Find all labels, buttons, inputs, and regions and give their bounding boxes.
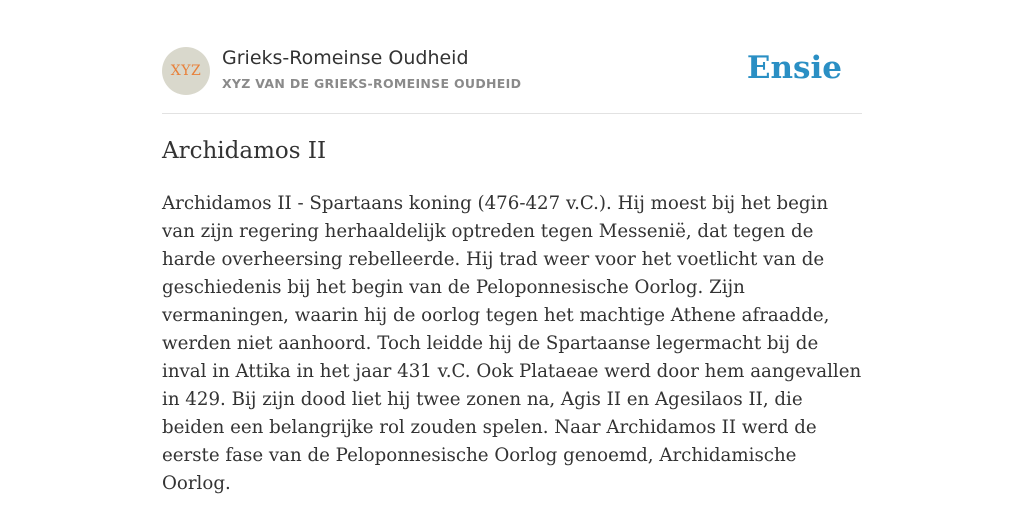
avatar-label: XYZ	[170, 63, 202, 79]
article-body: Archidamos II - Spartaans koning (476-427 v.C.). Hij moest bij het begin van zijn regering herhaaldelijk optreden tegen Messenië, dat tegen de harde overheersing rebelleerde. Hij trad weer voor het voetlicht van de geschiedenis bij het begin van de Peloponnesische Oorlog. Zijn vermaningen, waarin hij de oorlog tegen het machtige Athene afraadde, werden niet aanhoord. Toch leidde hij de Spartaanse legermacht bij de inval in Attika in het jaar 431 v.C. Ook Plataeae werd door hem aangevallen in 429. Bij zijn dood liet hij twee zonen na, Agis II en Agesilaos II, die beiden een belangrijke rol zouden spelen. Naar Archidamos II werd de eerste fase van de Peloponnesische Oorlog genoemd, Archidamische Oorlog.	[162, 193, 862, 494]
brand-logo[interactable]: Ensie	[746, 50, 842, 86]
source-header	[162, 46, 862, 96]
avatar[interactable]	[162, 47, 210, 95]
page-title: Archidamos II	[162, 138, 327, 164]
source-subtitle: XYZ VAN DE GRIEKS-ROMEINSE OUDHEID	[222, 76, 522, 91]
source-name-link[interactable]: Grieks-Romeinse Oudheid	[222, 47, 469, 69]
header-divider	[162, 113, 862, 114]
